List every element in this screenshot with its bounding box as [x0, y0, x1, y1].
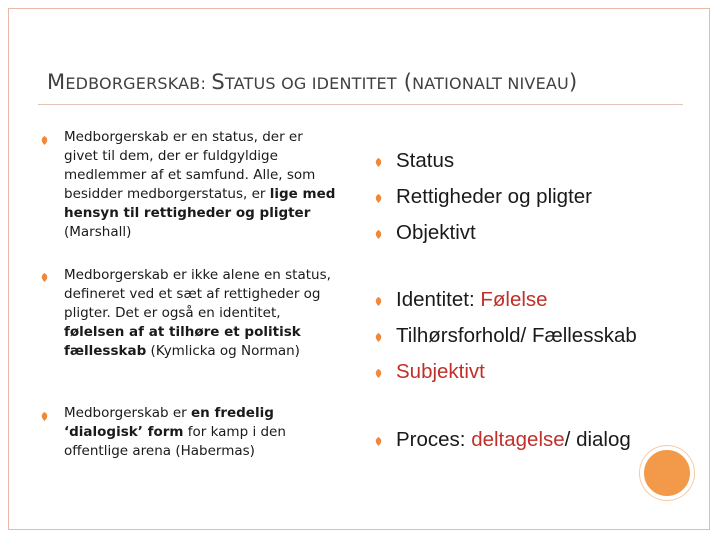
- bullet-icon: [374, 230, 383, 239]
- right-item-objektivt: Objektivt: [396, 221, 476, 244]
- right-item-status: Status: [396, 149, 455, 172]
- right-item-identitet: Identitet: Følelse: [396, 288, 548, 311]
- bullet-icon: [40, 273, 49, 282]
- left-bullet-3: Medborgerskab er en fredelig ‘dialogisk’ form for kamp i den offentlige arena (Habermas): [64, 405, 286, 459]
- bullet-icon: [40, 136, 49, 145]
- title-underline: [38, 104, 683, 105]
- bullet-icon: [374, 437, 383, 446]
- decor-circle: [640, 446, 694, 500]
- right-item-tilhoersforhold: Tilhørsforhold/ Fællesskab: [396, 324, 637, 347]
- right-item-subjektivt: Subjektivt: [396, 360, 485, 383]
- slide-title: MEDBORGERSKAB: STATUS OG IDENTITET (NATIONALT NIVEAU): [47, 70, 578, 94]
- bullet-icon: [374, 297, 383, 306]
- bullet-icon: [374, 158, 383, 167]
- right-item-rettigheder: Rettigheder og pligter: [396, 185, 593, 208]
- bullet-icon: [374, 194, 383, 203]
- left-bullet-2: Medborgerskab er ikke alene en status, defineret ved et sæt af rettigheder og pligter. Det er også en identitet, følelsen af at tilhøre et politisk fællesskab (Kymlicka og Norman): [64, 267, 331, 359]
- left-bullet-1: Medborgerskab er en status, der er givet til dem, der er fuldgyldige medlemmer af et samfund. Alle, som besidder medborgerstatus, er lige med hensyn til rettigheder og pligter (Marshall): [64, 129, 336, 240]
- bullet-icon: [374, 369, 383, 378]
- right-item-proces: Proces: deltagelse/ dialog: [396, 428, 631, 451]
- bullet-icon: [40, 412, 49, 421]
- bullet-icon: [374, 333, 383, 342]
